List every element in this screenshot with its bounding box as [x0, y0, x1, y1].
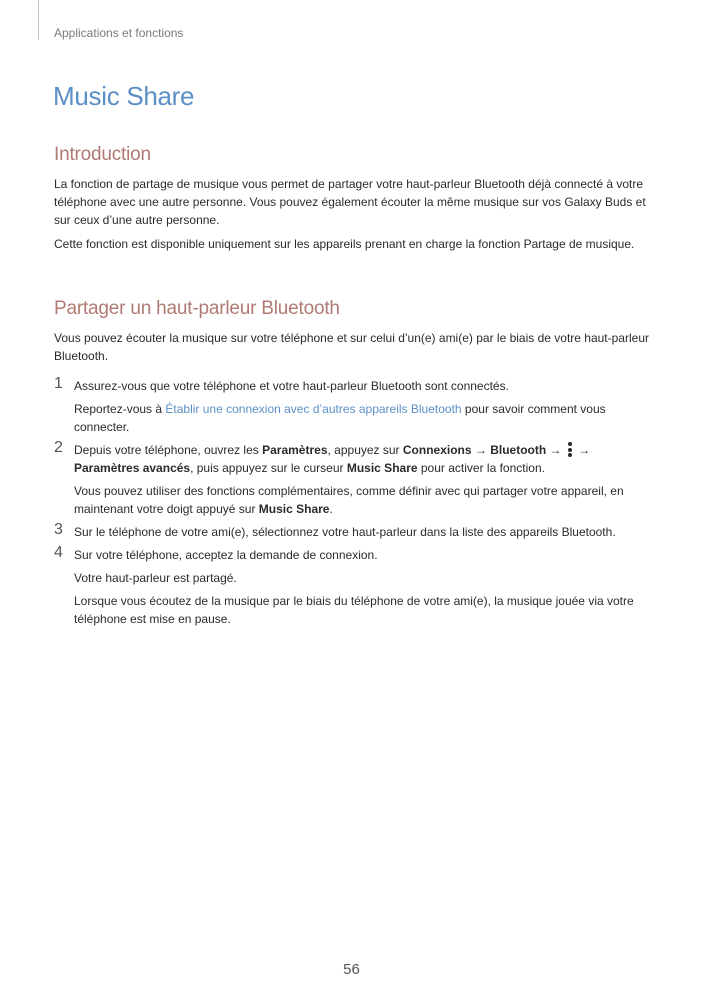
header-rule [38, 0, 39, 40]
intro-paragraph-1: La fonction de partage de musique vous permet de partager votre haut-parleur Bluetooth déjà connecté à votre téléphone avec une autre personne. Vous pouvez également écouter la même musique sur vos Galaxy Buds et sur ceux d’une autre personne. [54, 177, 646, 227]
step-4-text: Sur votre téléphone, acceptez la demande de connexion. [74, 548, 378, 562]
steps-list [54, 377, 652, 628]
step-number: 2 [54, 439, 63, 456]
step-2-note: Vous pouvez utiliser des fonctions complémentaires, comme définir avec qui partager votre appareil, en maintenant votre doigt appuyé sur Music Share. [74, 484, 624, 516]
intro-heading: Introduction [54, 144, 151, 165]
intro-section [54, 144, 652, 259]
step-4-note-2: Lorsque vous écoutez de la musique par le biais du téléphone de votre ami(e), la musique jouée via votre téléphone est mise en pause. [74, 594, 634, 626]
step-4-note-1: Votre haut-parleur est partagé. [74, 571, 237, 585]
step-2-text: Depuis votre téléphone, ouvrez les Paramètres, appuyez sur Connexions → Bluetooth → → Paramètres avancés, puis appuyez sur le curseur Music Share pour activer la fonction. [74, 443, 591, 475]
more-options-icon [565, 442, 575, 457]
settings-term: Paramètres [262, 443, 328, 457]
step-3 [54, 523, 652, 541]
header-section-title: Applications et fonctions [54, 26, 184, 40]
share-heading: Partager un haut-parleur Bluetooth [54, 298, 340, 319]
step-number: 4 [54, 544, 63, 561]
step-4 [54, 546, 652, 628]
bluetooth-term: Bluetooth [490, 443, 547, 457]
step-1-text: Assurez-vous que votre téléphone et votre haut-parleur Bluetooth sont connectés. [74, 379, 509, 393]
step-2 [54, 441, 652, 518]
music-share-term: Music Share [346, 461, 418, 475]
connections-term: Connexions [402, 443, 472, 457]
step-1-note: Reportez-vous à Établir une connexion avec d’autres appareils Bluetooth pour savoir comment vous connecter. [74, 402, 606, 434]
step-number: 1 [54, 375, 63, 392]
advanced-settings-term: Paramètres avancés [74, 461, 191, 475]
step-3-text: Sur le téléphone de votre ami(e), sélectionnez votre haut-parleur dans la liste des appareils Bluetooth. [74, 525, 616, 539]
bluetooth-connection-link[interactable]: Établir une connexion avec d’autres appareils Bluetooth [165, 402, 462, 416]
share-paragraph: Vous pouvez écouter la musique sur votre téléphone et sur celui d’un(e) ami(e) par le biais de votre haut-parleur Bluetooth. [54, 331, 649, 363]
page-title: Music Share [53, 81, 195, 111]
step-number: 3 [54, 521, 63, 538]
step-1 [54, 377, 652, 436]
music-share-term: Music Share [258, 502, 330, 516]
share-section [54, 298, 652, 633]
page-number: 56 [343, 961, 360, 978]
intro-paragraph-2: Cette fonction est disponible uniquement sur les appareils prenant en charge la fonction Partage de musique. [54, 237, 635, 251]
